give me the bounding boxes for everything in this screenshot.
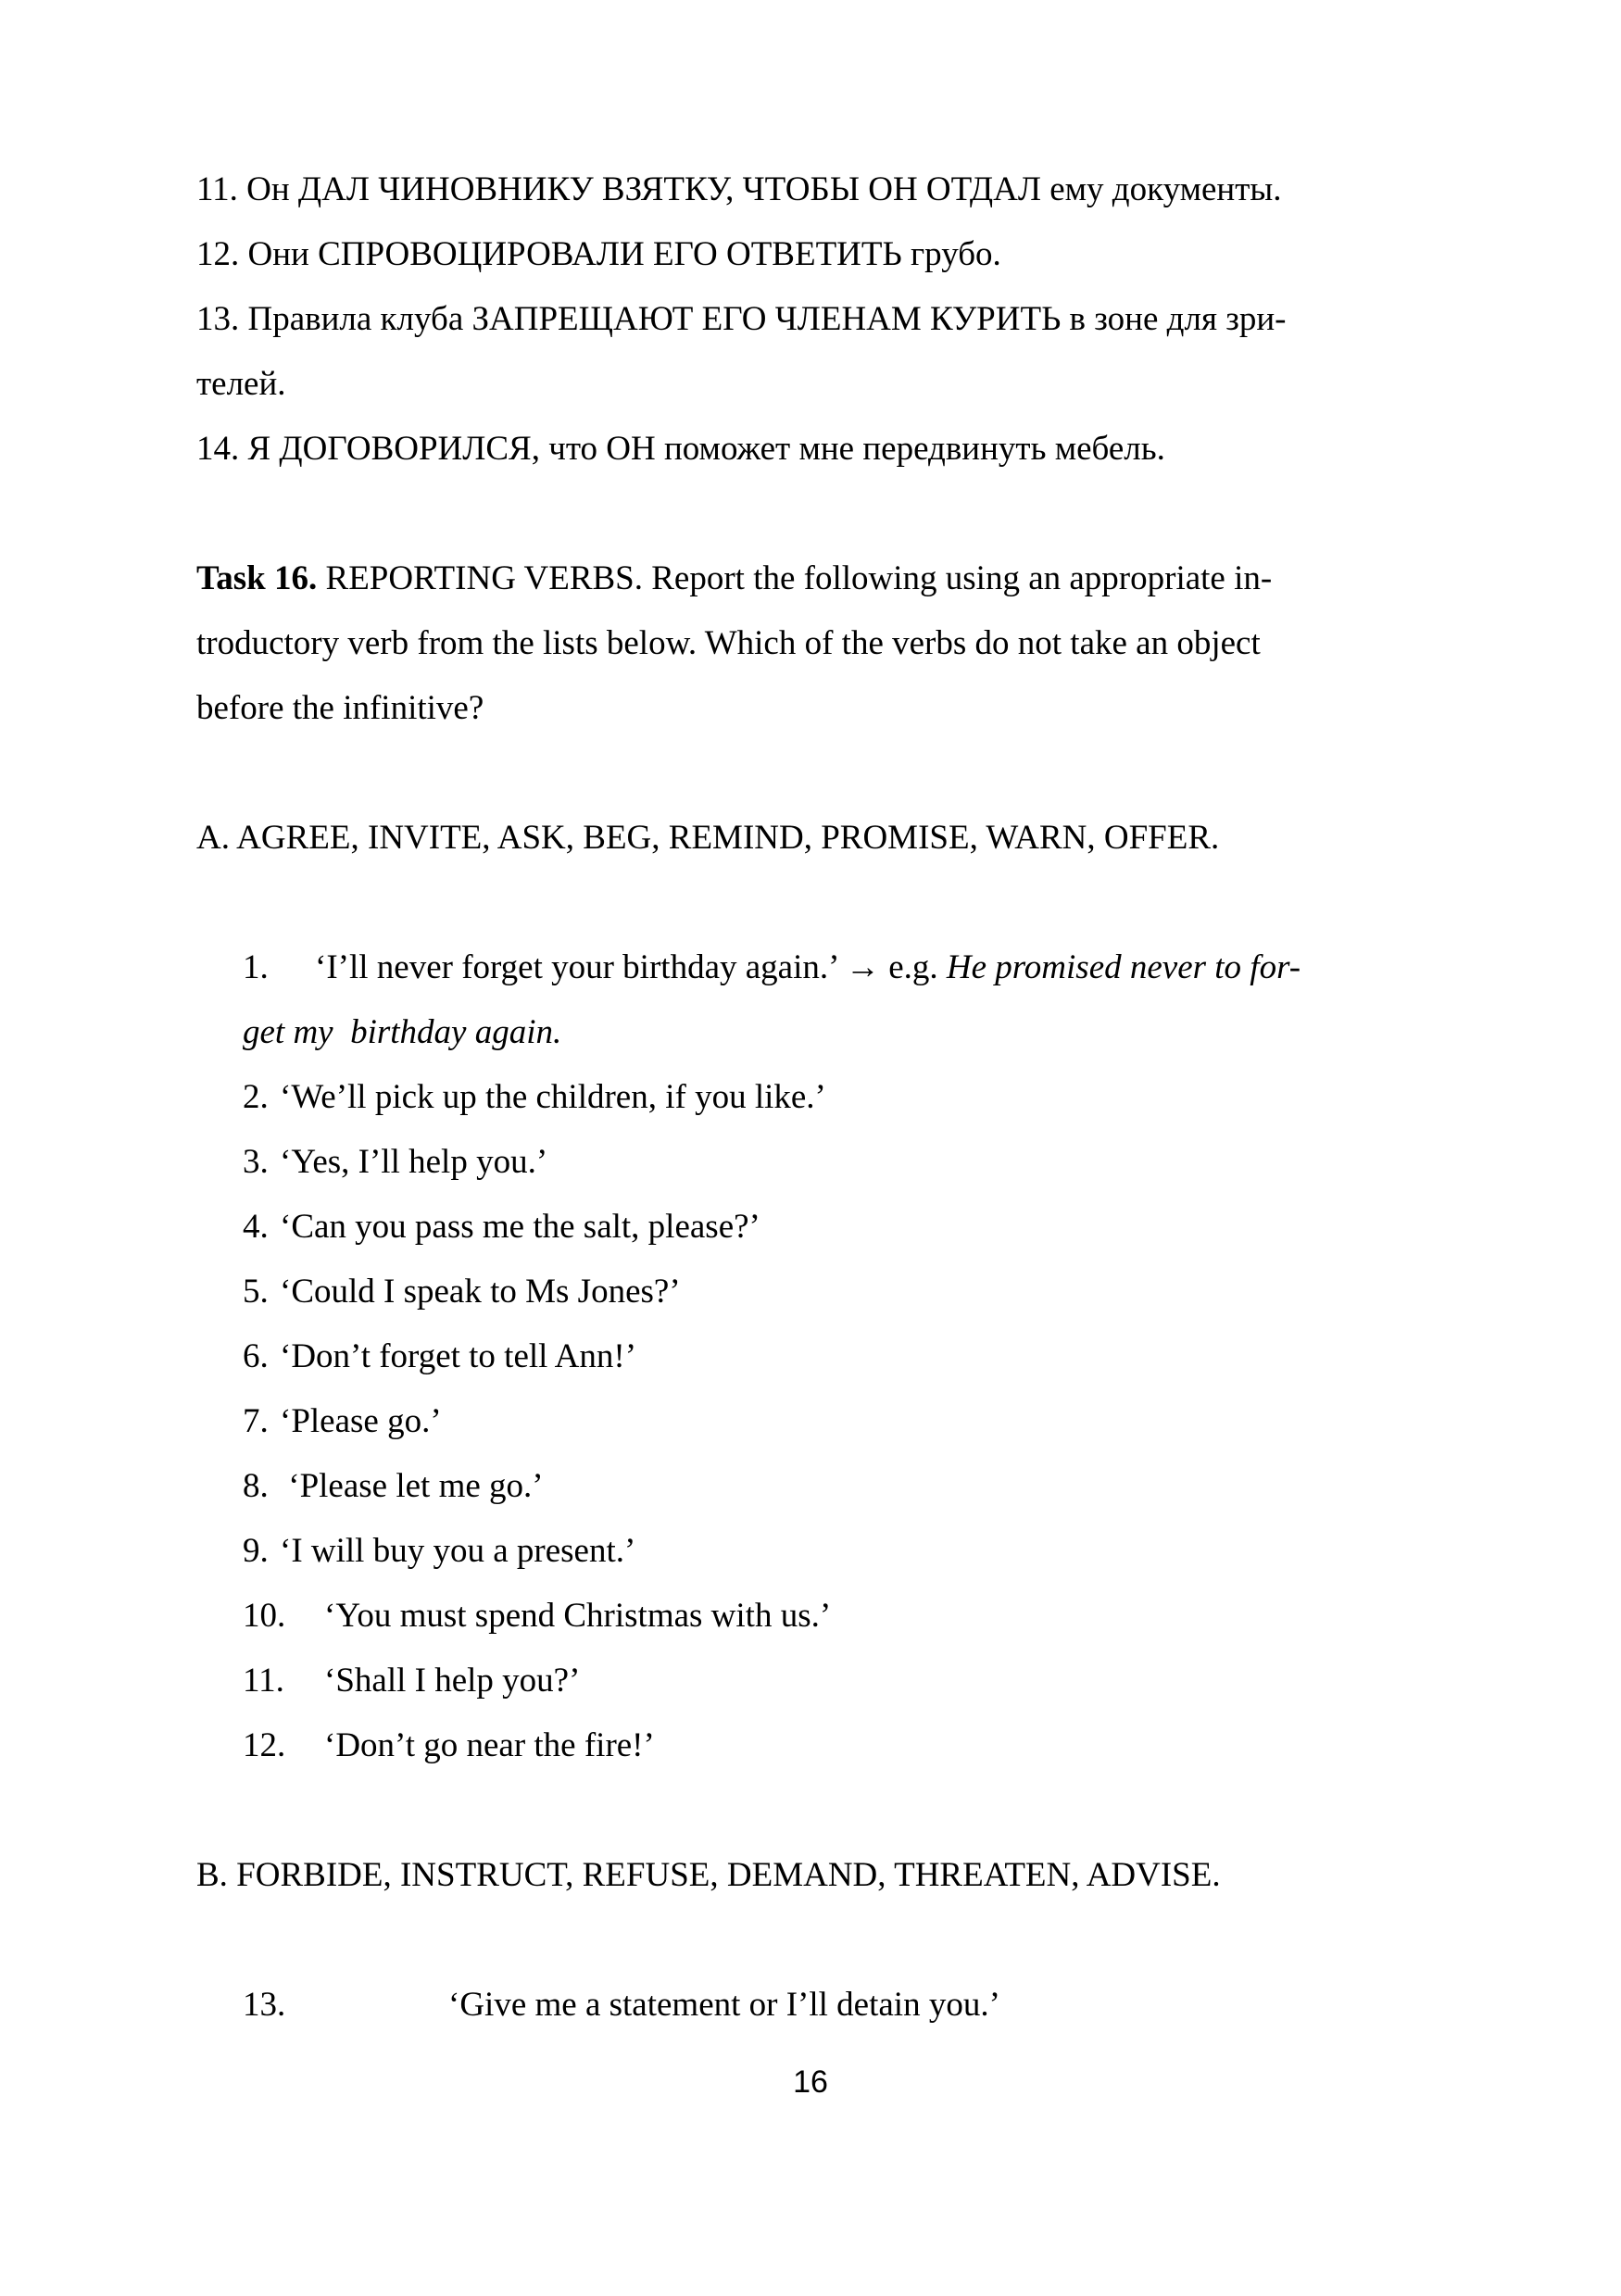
item-text — [280, 1065, 826, 1130]
text-segment: get my birthday again. — [243, 1013, 562, 1051]
list-item-line — [243, 1324, 1510, 1389]
text-segment: ‘I will buy you a present.’ — [280, 1532, 636, 1570]
list-item-line — [243, 1973, 1510, 2038]
item-text — [280, 1389, 442, 1454]
page-number: 16 — [793, 2064, 828, 2100]
text-segment: ‘Give me a statement or I’ll detain you.’ — [448, 1986, 1000, 2024]
task-16-paragraph — [196, 546, 1510, 741]
text-segment: ‘You must spend Christmas with us.’ — [324, 1597, 832, 1635]
list-item — [243, 1584, 1510, 1649]
text-segment: REPORTING VERBS. Report the following using an appropriate in- — [317, 559, 1273, 597]
text-segment: 11. Он ДАЛ ЧИНОВНИКУ ВЗЯТКУ, ЧТОБЫ ОН ОТДАЛ ему документы. — [196, 170, 1282, 208]
list-item — [243, 1260, 1510, 1324]
text-segment: He promised never to for- — [946, 948, 1301, 986]
text-segment: A. AGREE, INVITE, ASK, BEG, REMIND, PROMISE, WARN, OFFER. — [196, 819, 1220, 857]
item-number: 4. — [243, 1208, 269, 1246]
item-text — [324, 1713, 655, 1778]
list-item-line — [243, 1130, 1510, 1195]
text-segment: troductory verb from the lists below. Which of the verbs do not take an object — [196, 624, 1261, 662]
list-item-line — [243, 1649, 1510, 1713]
item-text — [280, 1454, 544, 1519]
text-segment: Task 16. — [196, 559, 318, 597]
verb-list-a-heading — [196, 806, 1510, 871]
text-segment: ‘Can you pass me the salt, please?’ — [280, 1208, 760, 1246]
list-item — [243, 1713, 1510, 1778]
item-text — [324, 1649, 580, 1713]
text-line — [196, 352, 1510, 417]
item-number: 12. — [243, 1726, 286, 1764]
list-item-line — [243, 1389, 1510, 1454]
list-item — [243, 1130, 1510, 1195]
list-item-line — [243, 1713, 1510, 1778]
list-item-line — [243, 1454, 1510, 1519]
text-line — [243, 1000, 1510, 1065]
item-number: 10. — [243, 1597, 286, 1635]
text-segment: ‘Please go.’ — [280, 1402, 442, 1440]
item-text — [280, 1195, 760, 1260]
verb-list-b-heading — [196, 1843, 1510, 1908]
item-text — [448, 1973, 1000, 2038]
text-segment: ‘Don’t forget to tell Ann!’ — [280, 1337, 637, 1375]
item-number: 11. — [243, 1662, 284, 1700]
text-segment: before the infinitive? — [196, 689, 484, 727]
text-line — [196, 806, 1510, 871]
text-line — [196, 611, 1510, 676]
russian-sentence — [196, 222, 1510, 287]
item-text — [280, 1130, 547, 1195]
text-line — [196, 157, 1510, 222]
list-item — [243, 1065, 1510, 1130]
text-segment: ‘Please let me go.’ — [280, 1467, 544, 1505]
verb-list-a-items — [243, 935, 1510, 1778]
list-item — [243, 1389, 1510, 1454]
list-item — [243, 935, 1510, 1065]
text-line — [196, 287, 1510, 352]
text-segment: ‘Yes, I’ll help you.’ — [280, 1143, 548, 1181]
item-number: 1. — [243, 948, 269, 986]
item-number: 3. — [243, 1143, 269, 1181]
list-item — [243, 1519, 1510, 1584]
item-text — [280, 1260, 681, 1324]
item-text — [280, 1519, 635, 1584]
text-segment: ‘Could I speak to Ms Jones?’ — [280, 1273, 681, 1311]
list-item — [243, 1454, 1510, 1519]
text-segment: 14. Я ДОГОВОРИЛСЯ, что ОН поможет мне передвинуть мебель. — [196, 430, 1165, 468]
page-footer — [0, 2064, 1621, 2101]
russian-items-block — [196, 157, 1510, 482]
text-segment: 12. Они СПРОВОЦИРОВАЛИ ЕГО ОТВЕТИТЬ грубо. — [196, 235, 1001, 273]
text-line — [196, 417, 1510, 482]
list-item — [243, 1195, 1510, 1260]
item-number: 8. — [243, 1467, 269, 1505]
list-item-line — [243, 1519, 1510, 1584]
item-number: 6. — [243, 1337, 269, 1375]
item-number: 2. — [243, 1078, 269, 1116]
list-item — [243, 1324, 1510, 1389]
list-item-line — [243, 1195, 1510, 1260]
list-item-line — [243, 1584, 1510, 1649]
text-segment: ‘Don’t go near the fire!’ — [324, 1726, 655, 1764]
russian-sentence — [196, 287, 1510, 417]
item-number: 7. — [243, 1402, 269, 1440]
text-segment: 13. Правила клуба ЗАПРЕЩАЮТ ЕГО ЧЛЕНАМ КУРИТЬ в зоне для зри- — [196, 300, 1287, 338]
text-line — [196, 546, 1510, 611]
item-text — [324, 1584, 831, 1649]
text-line — [196, 222, 1510, 287]
list-item-line — [243, 935, 1510, 1000]
text-segment: B. FORBIDE, INSTRUCT, REFUSE, DEMAND, THREATEN, ADVISE. — [196, 1856, 1221, 1894]
item-number: 5. — [243, 1273, 269, 1311]
text-segment: телей. — [196, 365, 286, 403]
item-text — [315, 935, 1301, 1000]
text-segment: ‘Shall I help you?’ — [324, 1662, 581, 1700]
item-number: 9. — [243, 1532, 269, 1570]
list-item — [243, 1973, 1510, 2038]
text-segment: ‘I’ll never forget your birthday again.’ → e.g. — [315, 948, 947, 986]
text-segment: ‘We’ll pick up the children, if you like.’ — [280, 1078, 826, 1116]
verb-list-b-items — [243, 1973, 1510, 2038]
list-item-line — [243, 1065, 1510, 1130]
item-text — [280, 1324, 636, 1389]
item-number: 13. — [243, 1986, 286, 2024]
russian-sentence — [196, 417, 1510, 482]
list-item — [243, 1649, 1510, 1713]
list-item-line — [243, 1260, 1510, 1324]
text-line — [196, 1843, 1510, 1908]
text-line — [196, 676, 1510, 741]
russian-sentence — [196, 157, 1510, 222]
